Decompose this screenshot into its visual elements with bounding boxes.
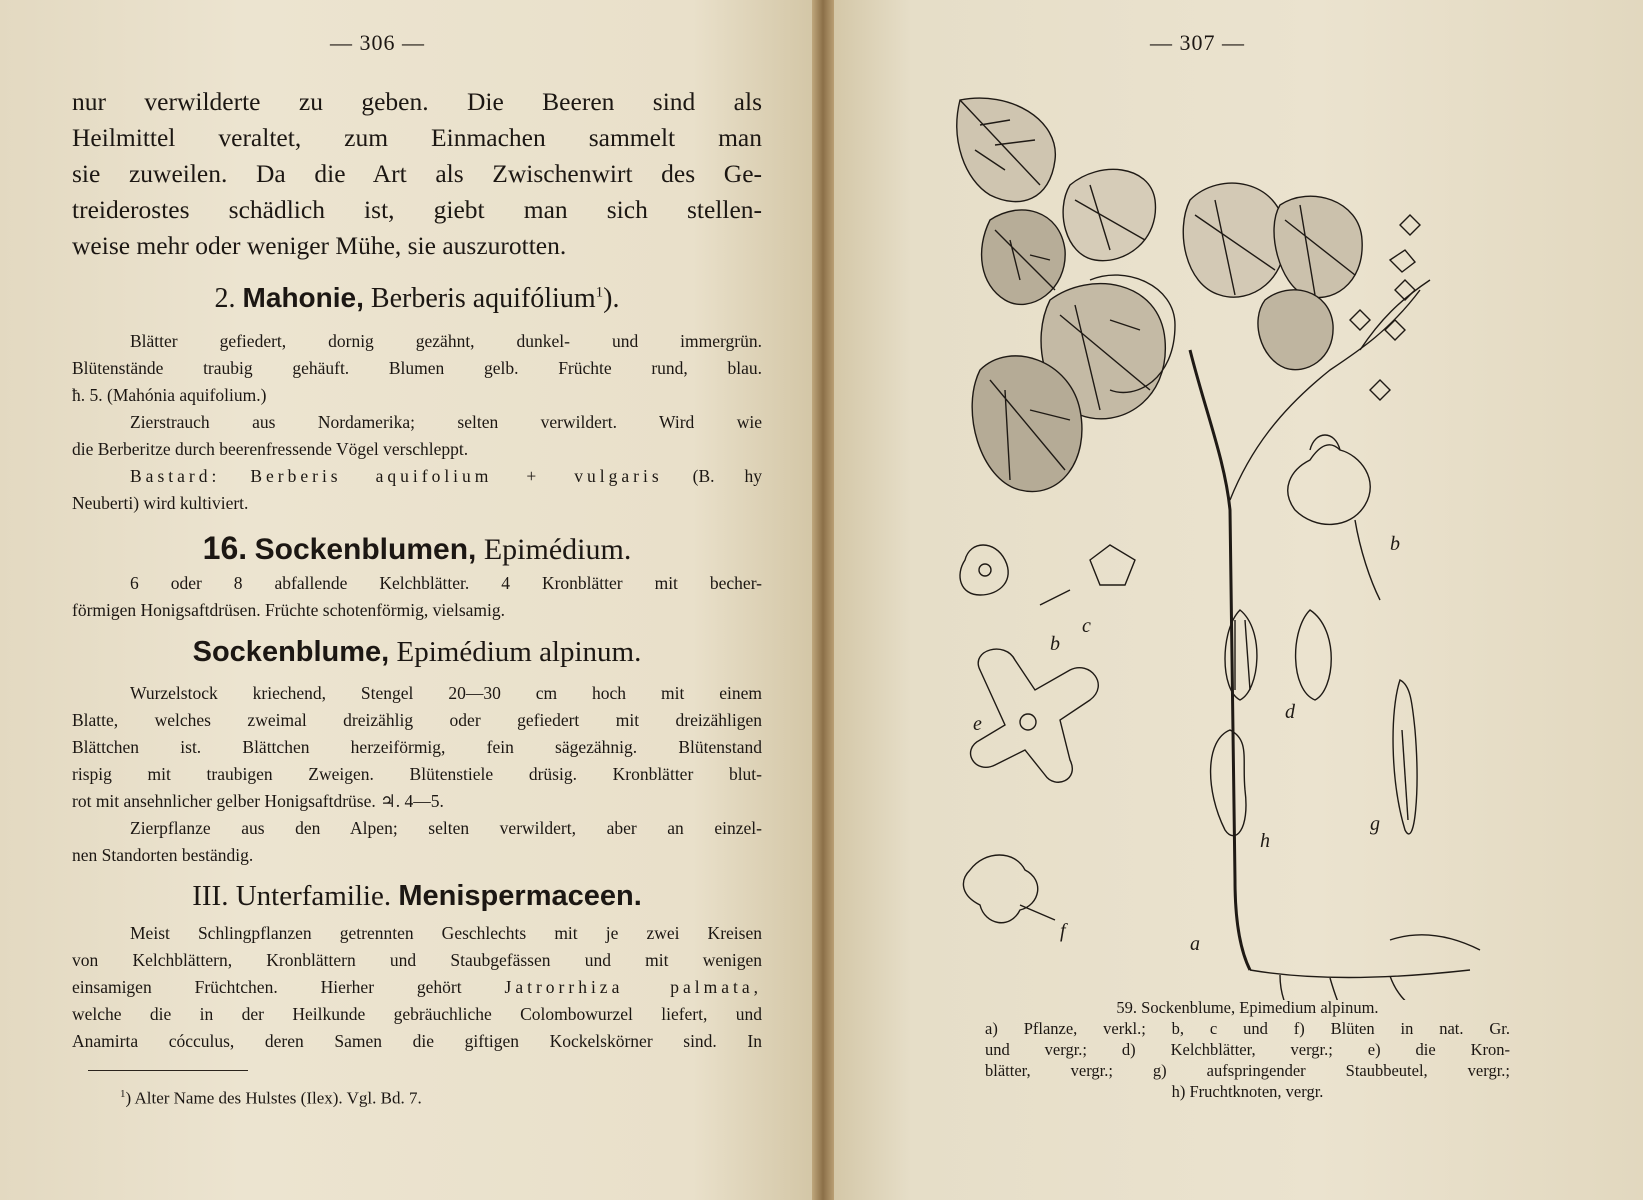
text-line: weise mehr oder weniger Mühe, sie auszurotten. [72,231,567,260]
text-line: Anamirta cócculus, deren Samen die giftigen Kockelskörner sind. In [72,1031,762,1051]
species-description [72,680,762,869]
bastard-line: Bastard: Berberis aquifolium + vulgaris (B. hy [130,466,763,486]
text-line: rot mit ansehnlicher gelber Honigsaftdrüse. ♃. 4—5. [72,791,444,811]
text-line: Blätter gefiedert, dornig gezähnt, dunkel- und immergrün. [130,331,762,351]
text-line: Blättchen ist. Blättchen herzeiförmig, fein sägezähnig. Blütenstand [72,737,762,757]
leaf-drawing [982,210,1066,304]
figure-letter: c [1082,615,1091,637]
flower-detail-f [963,855,1055,923]
caption-line: a) Pflanze, verkl.; b, c und f) Blüten in nat. Gr. [985,1019,1510,1038]
figure-letter: b [1050,633,1060,655]
caption-line: h) Fruchtknoten, vergr. [1171,1082,1324,1101]
text-line: Neuberti) wird kultiviert. [72,493,249,513]
text-line: Blatte, welches zweimal dreizählig oder gefiedert mit dreizähligen [72,710,762,730]
text-line: Wurzelstock kriechend, Stengel 20—30 cm hoch mit einem [130,683,762,703]
figure-caption [985,997,1510,1102]
text-line: Zierpflanze aus den Alpen; selten verwildert, aber an einzel- [130,818,762,838]
text-line: 6 oder 8 abfallende Kelchblätter. 4 Kronblätter mit becher- [130,573,762,593]
figure-letter: d [1285,701,1295,723]
text-line: förmigen Honigsaftdrüsen. Früchte schotenförmig, vielsamig. [72,600,506,620]
caption-line: 59. Sockenblume, Epimedium alpinum. [1116,998,1379,1017]
text-line: Zierstrauch aus Nordamerika; selten verwildert. Wird wie [130,412,762,432]
continuation-paragraph [72,84,762,264]
leaf-drawing [1258,290,1333,370]
figure-letter: f [1060,920,1066,942]
ovary-detail-h [1211,730,1246,836]
page-number-right: — 307 — [1150,30,1245,55]
anther-detail-g [1393,680,1417,834]
leaf-drawing [1274,196,1362,297]
footnote: $^1$) Alter Name des Hulstes (Ilex). Vgl. Bd. 7. [120,1088,422,1108]
genus-description [72,570,762,624]
text-line: von Kelchblättern, Kronblättern und Staubgefässen und mit wenigen [72,950,762,970]
page-number-left: — 306 — [330,30,425,55]
leaf-drawing [1183,183,1285,297]
figure-letter: a [1190,933,1200,955]
sepal-detail-d [1225,610,1331,700]
text-line: Blütenstände traubig gehäuft. Blumen gelb. Früchte rund, blau. [72,358,762,378]
figure-letter: b [1390,533,1400,555]
text-line: ħ. 5. (Mahónia aquifolium.) [72,385,267,405]
botanical-illustration [950,90,1510,1000]
figure-letter: g [1370,813,1380,835]
text-line: rispig mit traubigen Zweigen. Blütenstiele drüsig. Kronblätter blut- [72,764,762,784]
subfamily-description [72,920,762,1055]
text-line: einsamigen Früchtchen. Hierher gehört Jatrorrhiza palmata, [72,977,762,997]
leaf-drawing [1063,169,1155,260]
flower-detail-b [1288,435,1380,600]
text-line: die Berberitze durch beerenfressende Vögel verschleppt. [72,439,469,459]
text-line: Heilmittel veraltet, zum Einmachen sammelt man [72,123,762,152]
flower-detail-b-small [960,545,1008,595]
book-gutter [812,0,834,1200]
text-line: nen Standorten beständig. [72,845,254,865]
leaf-drawing [957,98,1055,202]
figure-letter: h [1260,830,1270,852]
flower-detail-c [1040,545,1135,605]
caption-line: und vergr.; d) Kelchblätter, vergr.; e) die Kron- [985,1040,1510,1059]
text-line: nur verwilderte zu geben. Die Beeren sind als [72,87,762,116]
text-line: Meist Schlingpflanzen getrennten Geschlechts mit je zwei Kreisen [130,923,762,943]
figure-letter: e [973,713,982,735]
genus-heading: 16. Sockenblumen, Epimédium. [202,530,632,566]
mahonie-description [72,328,762,517]
caption-line: blätter, vergr.; g) aufspringender Staubbeutel, vergr.; [985,1061,1510,1080]
subfamily-heading: III. Unterfamilie. Menispermaceen. [192,880,642,912]
text-line: sie zuweilen. Da die Art als Zwischenwirt des Ge- [72,159,762,188]
species-heading: Sockenblume, Epimédium alpinum. [192,636,642,668]
text-line: treiderostes schädlich ist, giebt man sich stellen- [72,195,762,224]
petal-detail-e [971,649,1099,782]
mahonie-heading: 2. Mahonie, Berberis aquifólium$^1$). [214,282,620,314]
text-line: welche die in der Heilkunde gebräuchliche Colombowurzel liefert, und [72,1004,762,1024]
footnote-rule [88,1070,248,1071]
